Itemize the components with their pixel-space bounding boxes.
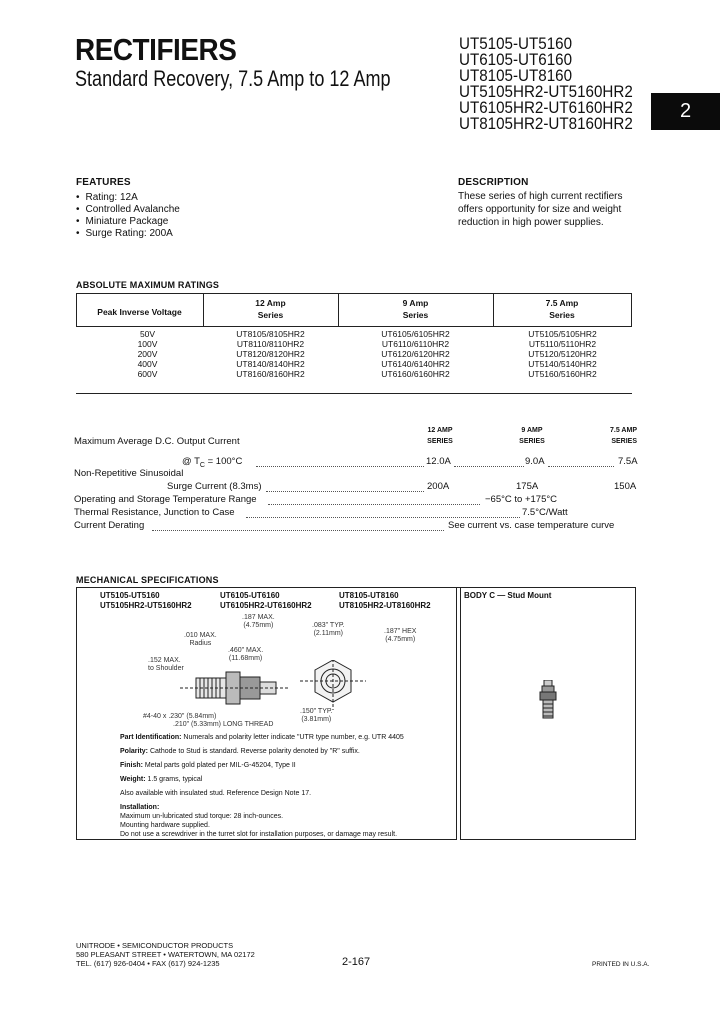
- spec-value: 175A: [516, 481, 539, 492]
- mech-series: [220, 591, 312, 611]
- dim-label: [148, 657, 184, 673]
- dim-text: (4.75mm): [385, 636, 416, 643]
- leader-dots: [266, 491, 424, 492]
- amr-cell: UT5140/5140HR2: [528, 359, 597, 369]
- company-phone: TEL. (617) 926-0404 • FAX (617) 924-1235: [76, 959, 220, 968]
- feature-item: • Controlled Avalanche: [76, 204, 180, 216]
- table-row: [76, 369, 632, 379]
- mech-rule: [76, 839, 457, 840]
- spec-value: 12.0A: [426, 456, 451, 467]
- page-title: RECTIFIERS: [75, 32, 237, 67]
- note-label: Installation:: [120, 804, 160, 811]
- spec-label: Non-Repetitive Sinusoidal: [74, 468, 184, 479]
- dim-label: [312, 622, 345, 638]
- dim-text: Radius: [189, 640, 212, 647]
- amr-rows: [76, 329, 632, 379]
- mech-rule: [456, 587, 457, 840]
- dim-text: .010 MAX.: [184, 632, 217, 639]
- dim-text: (2.11mm): [313, 630, 344, 637]
- feature-item: • Surge Rating: 200A: [76, 228, 180, 240]
- amr-group-series: Series: [549, 310, 575, 320]
- amr-cell: UT8110/8110HR2: [236, 339, 305, 349]
- dim-text: .150" TYP.: [300, 708, 333, 715]
- mech-rule: [460, 587, 461, 840]
- dim-label: [242, 614, 275, 630]
- spec-value: 200A: [427, 481, 450, 492]
- mech-series-line: UT6105-UT6160: [220, 591, 280, 600]
- printed-note: PRINTED IN U.S.A.: [592, 961, 650, 968]
- amr-cell: UT8160/8160HR2: [236, 369, 305, 379]
- spec-col-bottom: SERIES: [427, 438, 453, 445]
- note-label: Finish:: [120, 762, 143, 769]
- amr-voltage: 100V: [137, 339, 158, 349]
- footer-company: [76, 941, 255, 968]
- mech-series: [339, 591, 431, 611]
- description-line: These series of high current rectifiers: [458, 191, 623, 202]
- mech-rule: [76, 587, 77, 840]
- dim-text: (11.68mm): [228, 655, 263, 662]
- note-text: Numerals and polarity letter indicate "UTR type number, e.g. UTR 4405: [183, 734, 404, 741]
- amr-cell: UT5105/5105HR2: [528, 329, 597, 339]
- table-row: [76, 359, 632, 369]
- amr-cell: UT8140/8140HR2: [236, 359, 305, 369]
- amr-col-piv: Peak Inverse Voltage: [97, 307, 182, 317]
- company-name: UNITRODE • SEMICONDUCTOR PRODUCTS: [76, 941, 234, 950]
- model-line: UT5105-UT5160: [459, 35, 573, 53]
- note-text: Also available with insulated stud. Reference Design Note 17.: [120, 790, 312, 797]
- note-text: Mounting hardware supplied.: [120, 822, 210, 829]
- dim-text: .187 MAX.: [242, 614, 275, 621]
- note-text: 1.5 grams, typical: [147, 776, 203, 783]
- amr-cell: UT6120/6120HR2: [381, 349, 450, 359]
- dim-text: LONG THREAD: [222, 721, 274, 728]
- note: [120, 803, 450, 812]
- description-line: reduction in high power supplies.: [458, 217, 604, 228]
- mech-rule: [635, 587, 636, 840]
- features-list: [76, 192, 180, 240]
- amr-header-rule: [76, 326, 632, 327]
- dim-text: .152 MAX.: [148, 657, 181, 664]
- note: [120, 747, 450, 756]
- amr-col-group: [338, 297, 493, 321]
- amr-cell: UT5160/5160HR2: [528, 369, 597, 379]
- stud-drawing: [180, 660, 410, 716]
- note: [120, 821, 450, 830]
- mech-rule: [76, 587, 636, 588]
- tc-sub: C: [199, 461, 205, 469]
- tc-label: @ T: [182, 456, 200, 467]
- note-text: Maximum un-lubricated stud torque: 28 inch-ounces.: [120, 813, 284, 820]
- note: [120, 830, 450, 839]
- mech-rule: [460, 839, 636, 840]
- stud-side-view: [180, 672, 290, 704]
- amr-group-amp: 9 Amp: [402, 298, 429, 308]
- feature-item: • Miniature Package: [76, 216, 180, 228]
- note-label: Part Identification:: [120, 734, 182, 741]
- spec-col-top: 9 AMP: [521, 427, 543, 434]
- dim-text: .210" (5.33mm): [173, 721, 222, 728]
- note-label: Weight:: [120, 776, 146, 783]
- amr-cell: UT6160/6160HR2: [381, 369, 450, 379]
- spec-col-bottom: SERIES: [611, 438, 637, 445]
- mech-series-line: UT8105HR2-UT8160HR2: [339, 601, 431, 610]
- mech-notes: [120, 733, 450, 839]
- leader-dots: [268, 504, 480, 505]
- mech-series-line: UT5105-UT5160: [100, 591, 160, 600]
- note-text: Metal parts gold plated per MIL-G-45204, Type II: [144, 762, 296, 769]
- amr-group-amp: 12 Amp: [255, 298, 286, 308]
- note: [120, 789, 450, 798]
- feature-item: • Rating: 12A: [76, 192, 180, 204]
- tc-value: = 100°C: [204, 456, 243, 467]
- dim-label: [384, 628, 416, 644]
- page-number: 2-167: [342, 956, 371, 968]
- section-tab: 2: [651, 93, 720, 130]
- leader-dots: [152, 530, 444, 531]
- amr-cell: UT6105/6105HR2: [381, 329, 450, 339]
- amr-voltage: 400V: [137, 359, 158, 369]
- dim-text: (3.81mm): [301, 716, 332, 723]
- note-text: Cathode to Stud is standard. Reverse polarity denoted by "R" suffix.: [149, 748, 360, 755]
- spec-col-top: 12 AMP: [427, 427, 453, 434]
- spec-label: Maximum Average D.C. Output Current: [74, 436, 240, 447]
- dim-text: .460" MAX.: [228, 647, 264, 654]
- model-line: UT5105HR2-UT5160HR2: [459, 83, 633, 101]
- amr-voltage: 50V: [139, 329, 156, 339]
- mech-series-line: UT5105HR2-UT5160HR2: [100, 601, 192, 610]
- description-text: [458, 190, 623, 229]
- amr-top-rule: [76, 293, 632, 294]
- model-line: UT8105-UT8160: [459, 67, 573, 85]
- page-subtitle: Standard Recovery, 7.5 Amp to 12 Amp: [75, 66, 391, 91]
- amr-cell: UT8120/8120HR2: [236, 349, 305, 359]
- amr-voltage: 200V: [137, 349, 158, 359]
- spec-value: 7.5°C/Watt: [522, 507, 568, 518]
- spec-value: 9.0A: [525, 456, 545, 467]
- amr-col-group: [203, 297, 338, 321]
- spec-col-header: [587, 425, 637, 447]
- amr-cell: UT8105/8105HR2: [236, 329, 305, 339]
- amr-cell: UT5110/5110HR2: [528, 339, 597, 349]
- amr-bottom-rule: [76, 393, 632, 394]
- company-address: 580 PLEASANT STREET • WATERTOWN, MA 02172: [76, 950, 255, 959]
- amr-group-series: Series: [402, 310, 429, 320]
- mech-series: [100, 591, 192, 611]
- spec-value: See current vs. case temperature curve: [448, 520, 615, 531]
- leader-dots: [548, 466, 614, 467]
- note: [120, 775, 450, 784]
- amr-group-amp: 7.5 Amp: [545, 298, 579, 308]
- device-icon: [540, 680, 556, 718]
- dim-text: #4-40 x: [143, 713, 167, 720]
- note: [120, 733, 450, 742]
- model-line: UT6105-UT6160: [459, 51, 573, 69]
- leader-dots: [454, 466, 524, 467]
- table-row: [76, 339, 632, 349]
- amr-col-group: [493, 297, 631, 321]
- spec-col-top: 7.5 AMP: [610, 427, 637, 434]
- amr-cell: UT5120/5120HR2: [528, 349, 597, 359]
- amr-table: [76, 329, 632, 379]
- amr-cell: UT6140/6140HR2: [381, 359, 450, 369]
- description-line: offers opportunity for size and weight: [458, 204, 622, 215]
- dim-text: to Shoulder: [148, 665, 184, 672]
- spec-label: Surge Current (8.3ms): [167, 481, 262, 492]
- model-list: [459, 36, 633, 132]
- model-line: UT8105HR2-UT8160HR2: [459, 115, 633, 133]
- body-title: BODY C — Stud Mount: [464, 591, 552, 600]
- spec-label: Operating and Storage Temperature Range: [74, 494, 257, 505]
- features-heading: FEATURES: [76, 177, 131, 188]
- mech-series-line: UT8105-UT8160: [339, 591, 399, 600]
- leader-dots: [246, 517, 520, 518]
- spec-label: Current Derating: [74, 520, 145, 531]
- spec-label: Thermal Resistance, Junction to Case: [74, 507, 235, 518]
- mech-series-line: UT6105HR2-UT6160HR2: [220, 601, 312, 610]
- note: [120, 812, 450, 821]
- amr-voltage: 600V: [137, 369, 158, 379]
- amr-group-series: Series: [257, 310, 284, 320]
- amr-cell: UT6110/6110HR2: [381, 339, 450, 349]
- spec-col-bottom: SERIES: [519, 438, 545, 445]
- amr-rule: [631, 293, 632, 327]
- dim-text: .083" TYP.: [312, 622, 345, 629]
- note-text: Do not use a screwdriver in the turret slot for installation purposes, or damage may result.: [120, 831, 398, 838]
- spec-value: −65°C to +175°C: [485, 494, 558, 505]
- dim-text: .187" HEX: [384, 628, 417, 635]
- spec-value: 150A: [614, 481, 637, 492]
- table-row: [76, 349, 632, 359]
- note: [120, 761, 450, 770]
- mech-heading: MECHANICAL SPECIFICATIONS: [76, 575, 219, 585]
- model-line: UT6105HR2-UT6160HR2: [459, 99, 633, 117]
- amr-heading: ABSOLUTE MAXIMUM RATINGS: [76, 280, 220, 290]
- spec-col-header: [502, 425, 562, 447]
- description-heading: DESCRIPTION: [458, 177, 529, 188]
- dim-label: [184, 632, 217, 648]
- dim-text: .230" (5.84mm): [168, 713, 217, 720]
- spec-label-tc: [182, 456, 242, 469]
- spec-col-header: [410, 425, 470, 447]
- dim-text: (4.75mm): [243, 622, 274, 629]
- note-label: Polarity:: [120, 748, 149, 755]
- body-c-device-image: [536, 680, 560, 730]
- table-row: [76, 329, 632, 339]
- spec-value: 7.5A: [618, 456, 638, 467]
- stud-end-view: [300, 660, 366, 710]
- leader-dots: [256, 466, 424, 467]
